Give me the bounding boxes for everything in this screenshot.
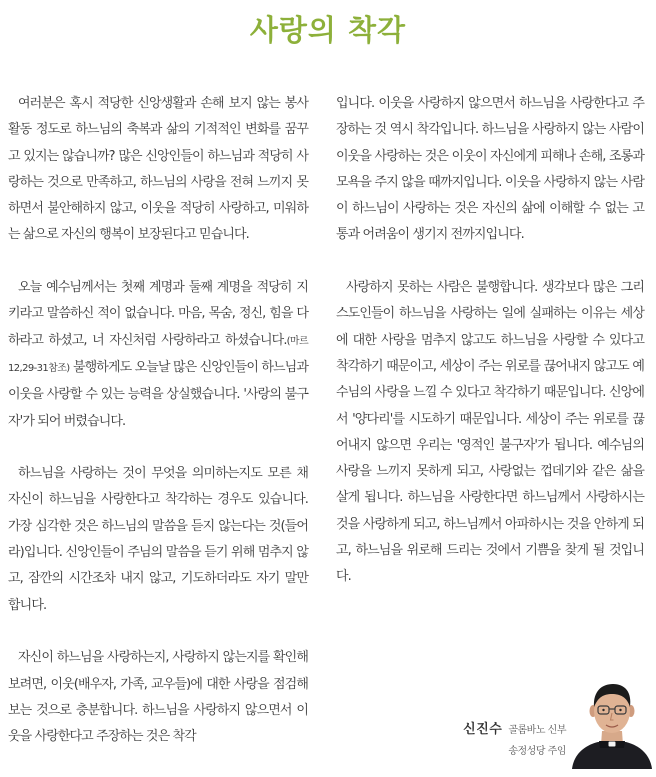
author-parish: 송정성당 주임 <box>508 746 566 757</box>
paragraph: 입니다. 이웃을 사랑하지 않으면서 하느님을 사랑한다고 주장하는 것 역시 착각입니다. 하느님을 사랑하지 않는 사람이 이웃을 사랑하는 것은 이웃이 자신에게 피해나 손해, 조롱과 모욕을 주지 않을 때까지입니다. 이웃을 사랑하지 않는 사람이 하느님이 사랑하는 것은 자신의 삶에 이해할 수 없는 고통과 어려움이 생기지 전까지입니다. <box>336 96 644 243</box>
paragraph: 자신이 하느님을 사랑하는지, 사랑하지 않는지를 확인해 보려면, 이웃(배우자, 가족, 교우들)에 대한 사랑을 점검해 보는 것으로 충분합니다. 하느님을 사랑하지 않으면서 이웃을 사랑한다고 주장하는 것은 착각 <box>8 650 308 745</box>
paragraph <box>8 275 308 435</box>
paragraph: 사랑하지 못하는 사람은 불행합니다. 생각보다 많은 그리스도인들이 하느님을 사랑하는 일에 실패하는 이유는 세상에 대한 사랑을 멈추지 않고도 하느님을 사랑할 수 있다고 착각하기 때문이고, 세상이 주는 위로를 끊어내지 않고도 예수님의 사랑을 느낄 수 있다고 착각하기 때문입니다. 신앙에서 '양다리'를 시도하기 때문입니다. 세상이 주는 위로를 끊어내지 않으면 우리는 '영적인 불구자'가 됩니다. 예수님의 사랑을 느끼지 못하게 되고, 사랑없는 껍데기와 같은 삶을 살게 됩니다. 하느님을 사랑한다면 하느님께서 사랑하시는 것을 사랑하게 되고, 하느님께서 아파하시는 것을 안하게 되고, 하느님을 위로해 드리는 것에서 기쁨을 찾게 될 것입니다. <box>336 280 644 585</box>
scripture-reference: (마르 12,29-31참조) <box>8 335 308 374</box>
author-name: 신진수 <box>463 722 503 737</box>
author-signature <box>430 717 566 762</box>
left-column <box>8 91 308 777</box>
paragraph-text: 불행하게도 오늘날 많은 신앙인들이 하느님과 이웃을 사랑할 수 있는 능력을 상실했습니다. '사랑의 불구자'가 되어 버렸습니다. <box>8 359 308 429</box>
author-role: 골롬바노 신부 <box>508 725 566 736</box>
page-title: 사랑의 착각 <box>249 13 407 47</box>
paragraph: 여러분은 혹시 적당한 신앙생활과 손해 보지 않는 봉사활동 정도로 하느님의 축복과 삶의 기적적인 변화를 꿈꾸고 있지는 않습니까? 많은 신앙인들이 하느님과 적당히 사랑하는 것으로 만족하고, 하느님의 사랑을 전혀 느끼지 못하면서 불안해하지 않고, 이웃을 적당히 사랑하고, 미워하는 삶으로 자신의 행복이 보장된다고 믿습니다. <box>8 96 308 243</box>
author-photo <box>568 673 656 769</box>
paragraph: 하느님을 사랑하는 것이 무엇을 의미하는지도 모른 채 자신이 하느님을 사랑한다고 착각하는 경우도 있습니다. 가장 심각한 것은 하느님의 말씀을 듣지 않는다는 것(들어라)입니다. 신앙인들이 주님의 말씀을 듣기 위해 멈추지 않고, 잠깐의 시간조차 내지 않고, 기도하더라도 자기 말만 합니다. <box>8 466 308 613</box>
paragraph-text: 오늘 예수님께서는 첫째 계명과 둘째 계명을 적당히 지키라고 말씀하신 적이 없습니다. 마음, 목숨, 정신, 힘을 다하라고 하셨고, 너 자신처럼 사랑하라고 하셨습니다. <box>8 280 308 348</box>
right-column <box>336 91 644 617</box>
